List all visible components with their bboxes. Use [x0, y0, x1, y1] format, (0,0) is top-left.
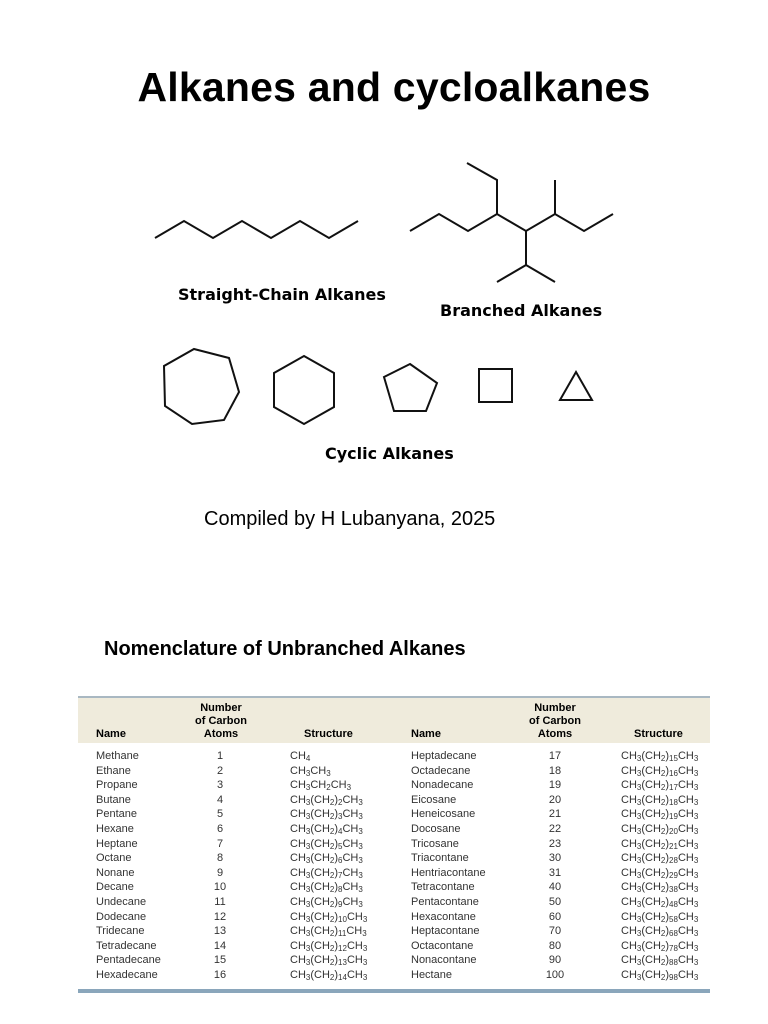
carbon-count: 50 — [548, 896, 562, 908]
structure-formula: $CH_3(CH_2)_6CH_3$ — [290, 852, 363, 866]
alkane-name: Nonane — [96, 866, 135, 879]
carbon-count: 7 — [216, 837, 224, 850]
straight-chain-skeleton — [155, 221, 358, 238]
table-row — [78, 969, 710, 984]
table-header — [78, 696, 710, 743]
alkane-name: Heptane — [96, 837, 138, 850]
structure-formula: $CH_3(CH_2)_{15}CH_3$ — [621, 750, 699, 763]
structure-formula: $CH_4$ — [290, 750, 311, 763]
structure-formula: $CH_3(CH_2)_3CH_3$ — [290, 808, 363, 822]
page-title: Alkanes and cycloalkanes — [137, 64, 651, 110]
structure-formula: $CH_3(CH_2)_{38}CH_3$ — [621, 881, 699, 895]
cyclic-label: Cyclic Alkanes — [325, 444, 454, 463]
structure-formula: $CH_3(CH_2)_{18}CH_3$ — [621, 793, 699, 807]
cyclohexane-ring — [274, 356, 334, 424]
alkane-name: Hexacontane — [411, 910, 476, 923]
carbon-count: 20 — [548, 793, 562, 806]
carbon-count: 18 — [548, 764, 562, 777]
table-row — [78, 852, 710, 867]
alkane-name: Triacontane — [411, 852, 469, 865]
carbon-count: 17 — [548, 750, 562, 762]
table-row — [78, 750, 710, 765]
table-row — [78, 954, 710, 969]
branched-label: Branched Alkanes — [440, 301, 603, 320]
table-title: Nomenclature of Unbranched Alkanes — [104, 638, 466, 660]
header-name-right: Name — [411, 728, 441, 740]
carbon-count: 30 — [548, 852, 562, 865]
alkane-name: Undecane — [96, 896, 147, 908]
alkane-name: Docosane — [411, 823, 461, 835]
carbon-count: 14 — [213, 939, 227, 952]
alkane-name: Hentriacontane — [411, 866, 486, 879]
alkane-name: Butane — [96, 793, 131, 806]
credit-line: Compiled by H Lubanyana, 2025 — [204, 508, 496, 530]
carbon-count: 16 — [213, 969, 227, 981]
structure-formula: $CH_3(CH_2)_{58}CH_3$ — [621, 910, 699, 924]
carbon-count: 15 — [213, 954, 227, 967]
carbon-count: 6 — [216, 823, 224, 835]
structure-formula: $CH_3(CH_2)_{88}CH_3$ — [621, 954, 699, 968]
alkane-name: Decane — [96, 881, 134, 894]
carbon-count: 100 — [545, 969, 565, 981]
carbon-count: 80 — [548, 939, 562, 952]
structure-formula: $CH_3(CH_2)_5CH_3$ — [290, 837, 363, 851]
table-body — [78, 743, 710, 989]
alkane-name: Nonacontane — [411, 954, 477, 967]
structure-formula: $CH_3(CH_2)_7CH_3$ — [290, 866, 363, 880]
carbon-count: 60 — [548, 910, 562, 923]
structure-formula: $CH_3(CH_2)_{19}CH_3$ — [621, 808, 699, 822]
header-name-left: Name — [96, 728, 126, 740]
carbon-count: 10 — [213, 881, 227, 894]
alkane-name: Eicosane — [411, 793, 457, 806]
header-number-left: Number of Carbon Atoms — [195, 702, 247, 740]
alkane-name: Propane — [96, 779, 138, 792]
carbon-count: 9 — [216, 866, 224, 879]
alkane-name: Ethane — [96, 764, 131, 777]
structure-formula: $CH_3(CH_2)_8CH_3$ — [290, 881, 363, 895]
structure-formula: $CH_3(CH_2)_{68}CH_3$ — [621, 925, 699, 939]
alkane-table — [78, 696, 710, 993]
branched-skeleton — [410, 163, 613, 282]
alkane-name: Pentadecane — [96, 954, 161, 967]
cycloheptane-ring — [164, 349, 239, 424]
carbon-count: 90 — [548, 954, 562, 967]
structure-formula: $CH_3(CH_2)_{12}CH_3$ — [290, 939, 368, 953]
header-structure-right: Structure — [634, 728, 683, 740]
alkane-structures-figure — [0, 0, 768, 480]
structure-formula: $CH_3(CH_2)_{28}CH_3$ — [621, 852, 699, 866]
structure-formula: $CH_3(CH_2)_{48}CH_3$ — [621, 896, 699, 909]
carbon-count: 12 — [213, 910, 227, 923]
structure-formula: $CH_3(CH_2)_{21}CH_3$ — [621, 837, 699, 851]
alkane-name: Dodecane — [96, 910, 147, 923]
table-row — [78, 911, 710, 926]
structure-formula: $CH_3(CH_2)_{98}CH_3$ — [621, 969, 699, 982]
alkane-name: Tetracontane — [411, 881, 475, 894]
carbon-count: 23 — [548, 837, 562, 850]
alkane-name: Pentane — [96, 808, 137, 821]
carbon-count: 40 — [548, 881, 562, 894]
alkane-name: Hectane — [411, 969, 452, 981]
carbon-count: 22 — [548, 823, 562, 835]
cyclopropane-ring — [560, 372, 592, 400]
carbon-count: 5 — [216, 808, 224, 821]
alkane-name: Octadecane — [411, 764, 471, 777]
table-row — [78, 808, 710, 823]
structure-formula: $CH_3CH_2CH_3$ — [290, 779, 352, 793]
structure-formula: $CH_3(CH_2)_{13}CH_3$ — [290, 954, 368, 968]
structure-formula: $CH_3(CH_2)_{78}CH_3$ — [621, 939, 699, 953]
table-bottom-rule — [78, 989, 710, 993]
structure-formula: $CH_3(CH_2)_{29}CH_3$ — [621, 866, 699, 880]
alkane-name: Hexane — [96, 823, 134, 835]
table-row — [78, 867, 710, 882]
alkane-name: Heneicosane — [411, 808, 476, 821]
carbon-count: 3 — [216, 779, 224, 792]
alkane-name: Heptadecane — [411, 750, 477, 762]
structure-formula: $CH_3(CH_2)_{16}CH_3$ — [621, 764, 699, 778]
alkane-name: Hexadecane — [96, 969, 158, 981]
alkane-name: Octane — [96, 852, 132, 865]
structure-formula: $CH_3(CH_2)_{14}CH_3$ — [290, 969, 368, 982]
alkane-name: Octacontane — [411, 939, 474, 952]
carbon-count: 1 — [216, 750, 224, 762]
table-row — [78, 823, 710, 838]
alkane-name: Heptacontane — [411, 925, 480, 938]
structure-formula: $CH_3(CH_2)_4CH_3$ — [290, 823, 363, 836]
alkane-name: Tricosane — [411, 837, 459, 850]
carbon-count: 19 — [548, 779, 562, 792]
table-row — [78, 838, 710, 853]
structure-formula: $CH_3(CH_2)_{10}CH_3$ — [290, 910, 368, 924]
table-row — [78, 794, 710, 809]
carbon-count: 13 — [213, 925, 227, 938]
carbon-count: 70 — [548, 925, 562, 938]
structure-formula: $CH_3(CH_2)_2CH_3$ — [290, 793, 363, 807]
structure-formula: $CH_3(CH_2)_{11}CH_3$ — [290, 925, 367, 939]
header-structure-left: Structure — [304, 728, 353, 740]
structure-formula: $CH_3(CH_2)_{20}CH_3$ — [621, 823, 699, 836]
table-row — [78, 925, 710, 940]
table-row — [78, 881, 710, 896]
structure-formula: $CH_3(CH_2)_{17}CH_3$ — [621, 779, 699, 793]
straight-chain-label: Straight-Chain Alkanes — [178, 285, 386, 304]
alkane-name: Methane — [96, 750, 139, 762]
alkane-name: Tetradecane — [96, 939, 157, 952]
structure-formula: $CH_3(CH_2)_9CH_3$ — [290, 896, 363, 909]
table-row — [78, 940, 710, 955]
alkane-name: Tridecane — [96, 925, 145, 938]
header-number-right: Number of Carbon Atoms — [529, 702, 581, 740]
cyclopentane-ring — [384, 364, 437, 411]
carbon-count: 11 — [214, 896, 226, 908]
alkane-name: Nonadecane — [411, 779, 474, 792]
table-row — [78, 896, 710, 911]
carbon-count: 2 — [216, 764, 224, 777]
cyclobutane-ring — [479, 369, 512, 402]
carbon-count: 31 — [548, 866, 562, 879]
structure-formula: $CH_3CH_3$ — [290, 764, 331, 778]
carbon-count: 4 — [216, 793, 224, 806]
alkane-name: Pentacontane — [411, 896, 479, 908]
table-row — [78, 779, 710, 794]
table-row — [78, 765, 710, 780]
carbon-count: 8 — [216, 852, 224, 865]
carbon-count: 21 — [548, 808, 562, 821]
